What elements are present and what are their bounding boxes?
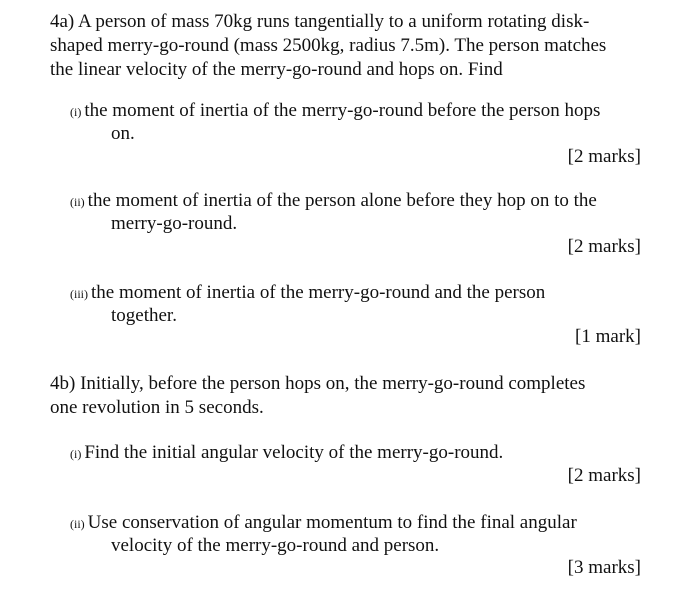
q4b-part-i-text: Find the initial angular velocity of the merry-go-round. <box>84 442 504 463</box>
q4a-line-1: 4a) A person of mass 70kg runs tangentially to a uniform rotating disk- <box>50 11 590 32</box>
q4a-part-i-line-2: on. <box>111 123 135 144</box>
q4a-part-i-marks: [2 marks] <box>567 146 641 167</box>
q4b-part-ii-line-1 <box>70 511 577 536</box>
q4a-part-ii-numeral: (ii) <box>70 195 85 209</box>
q4a-part-iii-line-1 <box>70 281 545 306</box>
q4b-part-i-marks: [2 marks] <box>567 465 641 486</box>
q4b-part-i-numeral: (i) <box>70 447 82 461</box>
q4a-part-i-line-1 <box>70 99 600 124</box>
q4b-line-1: 4b) Initially, before the person hops on, the merry-go-round completes <box>50 373 586 394</box>
q4b-part-i-line-1 <box>70 441 503 466</box>
q4a-part-i-text: the moment of inertia of the merry-go-round before the person hops <box>84 100 601 121</box>
q4b-part-ii-text: Use conservation of angular momentum to find the final angular <box>87 512 577 533</box>
q4a-part-i-numeral: (i) <box>70 105 82 119</box>
q4b-part-ii-marks: [3 marks] <box>567 557 641 578</box>
q4a-part-iii-numeral: (iii) <box>70 287 88 301</box>
q4b-part-ii-line-2: velocity of the merry-go-round and person. <box>111 535 440 556</box>
q4a-part-ii-text: the moment of inertia of the person alone before they hop on to the <box>87 190 597 211</box>
q4a-part-iii-text: the moment of inertia of the merry-go-round and the person <box>91 282 546 303</box>
q4a-part-iii-marks: [1 mark] <box>575 326 641 347</box>
q4b-line-2: one revolution in 5 seconds. <box>50 397 264 418</box>
q4a-part-ii-marks: [2 marks] <box>567 236 641 257</box>
q4a-line-3: the linear velocity of the merry-go-round and hops on. Find <box>50 59 503 80</box>
q4b-part-ii-numeral: (ii) <box>70 517 85 531</box>
q4a-part-ii-line-2: merry-go-round. <box>111 213 238 234</box>
q4a-line-2: shaped merry-go-round (mass 2500kg, radius 7.5m). The person matches <box>50 35 607 56</box>
q4a-part-iii-line-2: together. <box>111 305 177 326</box>
q4a-part-ii-line-1 <box>70 189 597 214</box>
